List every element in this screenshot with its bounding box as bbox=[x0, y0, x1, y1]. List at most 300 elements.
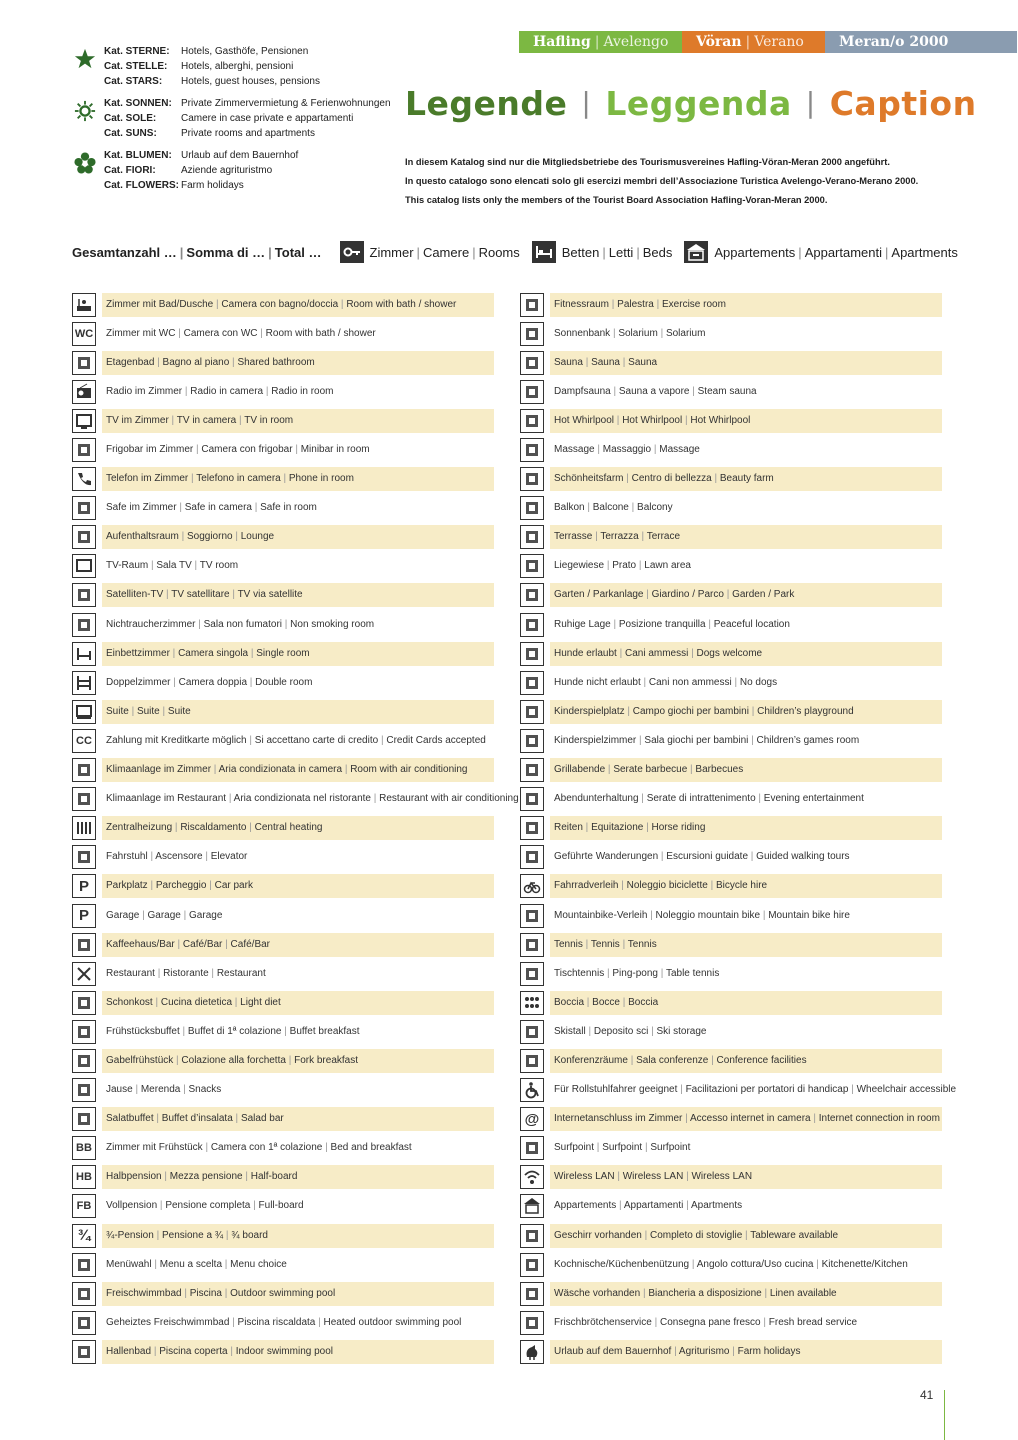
legend-label-it: Balcone bbox=[592, 502, 629, 514]
icon-glyph: BB bbox=[76, 1142, 92, 1155]
left-legend-row bbox=[72, 1163, 494, 1192]
legend-label-it: Buffet d’insalata bbox=[161, 1113, 233, 1125]
shared-bathroom-icon bbox=[72, 351, 96, 375]
legend-text: Hot Whirlpool | Hot Whirlpool | Hot Whirlpool bbox=[550, 409, 942, 433]
totals-rooms: Zimmer | Camere | Rooms bbox=[340, 241, 520, 263]
legend-text: Dampfsauna | Sauna a vapore | Steam sauna bbox=[554, 385, 757, 397]
heating-icon bbox=[72, 816, 96, 840]
legend-label-en: Credit Cards accepted bbox=[386, 734, 486, 746]
legend-label-it: Serate barbecue bbox=[613, 764, 688, 776]
legend-label-de: Sauna bbox=[554, 356, 583, 368]
right-legend-row bbox=[520, 639, 942, 668]
bed-breakfast-icon bbox=[72, 1136, 96, 1160]
tv-icon bbox=[72, 409, 96, 433]
totals-row bbox=[72, 237, 958, 267]
legend-text: Geheiztes Freischwimmbad | Piscina riscaldata | Heated outdoor swimming pool bbox=[106, 1316, 462, 1328]
legend-text: Liegewiese | Prato | Lawn area bbox=[554, 560, 691, 572]
minibar-icon bbox=[72, 438, 96, 462]
legend-label-de: Doppelzimmer bbox=[106, 676, 171, 688]
legend-label-en: Exercise room bbox=[662, 298, 726, 310]
legend-text: Klimaanlage im Restaurant | Aria condizionata nel ristorante | Restaurant with air conditioning bbox=[106, 793, 519, 805]
legend-label-en: Boccia bbox=[628, 996, 659, 1008]
legend-label-en: Safe in room bbox=[260, 502, 317, 514]
right-legend-row bbox=[520, 1076, 957, 1105]
category-value: Private rooms and apartments bbox=[181, 128, 315, 139]
legend-label-de: Schonkost bbox=[106, 996, 153, 1008]
legend-label-en: Barbecues bbox=[695, 764, 744, 776]
right-legend-row bbox=[520, 726, 942, 755]
left-legend-row bbox=[72, 988, 494, 1017]
legend-label-de: Aufenthaltsraum bbox=[106, 531, 179, 543]
legend-label-it: Camera con frigobar bbox=[201, 444, 293, 456]
parking-icon bbox=[72, 874, 96, 898]
right-legend-row bbox=[520, 290, 942, 319]
legend-text: Zimmer mit Bad/Dusche | Camera con bagno/doccia | Room with bath / shower bbox=[102, 293, 494, 317]
legend-text: Kinderspielzimmer | Sala giochi per bambini | Children’s games room bbox=[554, 734, 860, 746]
legend-label-en: Peaceful location bbox=[713, 618, 790, 630]
legend-label-de: Zimmer mit Bad/Dusche bbox=[106, 298, 214, 310]
right-legend-row bbox=[520, 814, 942, 843]
radio-icon bbox=[72, 380, 96, 404]
peaceful-location-icon bbox=[520, 613, 544, 637]
legend-label-it: Si accettano carte di credito bbox=[254, 734, 379, 746]
category-key: Cat. STELLE: bbox=[104, 61, 168, 72]
category-key: Kat. SONNEN: bbox=[104, 98, 172, 109]
legend-text: Fitnessraum | Palestra | Exercise room bbox=[550, 293, 942, 317]
legend-label-de: Hunde nicht erlaubt bbox=[554, 676, 641, 688]
legend-label-en: Horse riding bbox=[651, 822, 706, 834]
legend-label-de: Konferenzräume bbox=[554, 1054, 628, 1066]
right-legend-row bbox=[520, 1046, 942, 1075]
legend-label-it: Bagno al piano bbox=[162, 356, 230, 368]
fitness-icon bbox=[520, 293, 544, 317]
linen-icon bbox=[520, 1282, 544, 1306]
barbecue-icon bbox=[520, 758, 544, 782]
legend-text: Doppelzimmer | Camera doppia | Double room bbox=[106, 676, 313, 688]
legend-text: Etagenbad | Bagno al piano | Shared bathroom bbox=[102, 351, 494, 375]
left-legend-row bbox=[72, 377, 494, 406]
legend-label-de: Tennis bbox=[554, 938, 583, 950]
legend-text: Jause | Merenda | Snacks bbox=[106, 1084, 222, 1096]
lawn-icon bbox=[520, 554, 544, 578]
left-legend-row bbox=[72, 959, 494, 988]
legend-label-de: Geschirr vorhanden bbox=[554, 1229, 642, 1241]
legend-text: Tischtennis | Ping-pong | Table tennis bbox=[554, 967, 720, 979]
legend-label-it: Equitazione bbox=[591, 822, 644, 834]
legend-text: Gabelfrühstück | Colazione alla forchetta | Fork breakfast bbox=[102, 1049, 494, 1073]
legend-label-de: Klimaanlage im Zimmer bbox=[106, 764, 212, 776]
intro-de: In diesem Katalog sind nur die Mitgliedsbetriebe des Tourismusvereines Hafling-Vöran-Meran 2000 angeführt. bbox=[405, 157, 890, 167]
left-legend-row bbox=[72, 406, 494, 435]
entertainment-icon bbox=[520, 787, 544, 811]
legend-label-it: TV satellitare bbox=[171, 589, 230, 601]
legend-label-it: Ristorante bbox=[163, 967, 209, 979]
legend-text: Zentralheizung | Riscaldamento | Central heating bbox=[102, 816, 494, 840]
left-legend-row bbox=[72, 348, 494, 377]
intro-en: This catalog lists only the members of the Tourist Board Association Hafling-Voran-Meran 2000. bbox=[405, 195, 828, 205]
legend-text: Freischwimmbad | Piscina | Outdoor swimming pool bbox=[102, 1282, 494, 1306]
legend-label-it: Radio in camera bbox=[190, 385, 264, 397]
legend-label-en: TV in room bbox=[244, 414, 294, 426]
legend-label-en: Surfpoint bbox=[650, 1142, 691, 1154]
wheelchair-icon bbox=[520, 1078, 544, 1102]
legend-label-it: Parcheggio bbox=[155, 880, 207, 892]
legend-label-en: Tableware available bbox=[750, 1229, 839, 1241]
legend-label-en: Evening entertainment bbox=[763, 793, 864, 805]
bed-icon bbox=[532, 241, 556, 263]
legend-label-it: Hot Whirlpool bbox=[622, 414, 683, 426]
legend-text: Safe im Zimmer | Safe in camera | Safe in room bbox=[106, 502, 317, 514]
double-bed-icon bbox=[72, 671, 96, 695]
totals-apartments: Appartements | Appartamenti | Apartments bbox=[684, 241, 958, 263]
right-legend-row bbox=[520, 959, 942, 988]
legend-label-de: Hunde erlaubt bbox=[554, 647, 617, 659]
surfpoint-icon bbox=[520, 1136, 544, 1160]
left-legend-row bbox=[72, 1105, 494, 1134]
legend-label-de: Frühstücksbuffet bbox=[106, 1025, 180, 1037]
legend-text: Garten / Parkanlage | Giardino / Parco | Garden / Park bbox=[550, 583, 942, 607]
legend-label-de: Parkplatz bbox=[106, 880, 148, 892]
legend-label-de: Schönheitsfarm bbox=[554, 473, 624, 485]
legend-label-de: Zentralheizung bbox=[106, 822, 173, 834]
legend-label-it: Massaggio bbox=[602, 444, 652, 456]
right-legend-row bbox=[520, 843, 942, 872]
legend-label-en: Café/Bar bbox=[230, 938, 271, 950]
legend-label-en: Dogs welcome bbox=[696, 647, 763, 659]
legend-label-it: Café/Bar bbox=[182, 938, 223, 950]
terrace-icon bbox=[520, 525, 544, 549]
legend-label-it: Aria condizionata nel ristorante bbox=[233, 793, 371, 805]
legend-label-de: Restaurant bbox=[106, 967, 155, 979]
legend-label-en: TV room bbox=[199, 560, 239, 572]
legend-label-it: Surfpoint bbox=[602, 1142, 643, 1154]
legend-label-en: Terrace bbox=[646, 531, 681, 543]
legend-label-en: Garden / Park bbox=[732, 589, 795, 601]
title-de: Legende bbox=[405, 84, 568, 123]
left-legend-row bbox=[72, 697, 494, 726]
legend-label-en: Balcony bbox=[637, 502, 673, 514]
legend-label-en: Garage bbox=[189, 909, 223, 921]
icon-glyph: CC bbox=[76, 734, 92, 747]
left-legend-row bbox=[72, 668, 494, 697]
legend-text: Geschirr vorhanden | Completo di stoviglie | Tableware available bbox=[550, 1224, 942, 1248]
legend-label-it: Camera doppia bbox=[178, 676, 247, 688]
legend-label-en: Central heating bbox=[254, 822, 323, 834]
legend-text: Skistall | Deposito sci | Ski storage bbox=[554, 1025, 707, 1037]
title-en: Caption bbox=[829, 84, 977, 123]
legend-label-en: Room with bath / shower bbox=[265, 327, 376, 339]
category-value: Farm holidays bbox=[181, 180, 244, 191]
legend-label-de: Kochnische/Küchenbenützung bbox=[554, 1258, 690, 1270]
right-legend-row bbox=[520, 930, 942, 959]
legend-label-en: Fresh bread service bbox=[768, 1316, 858, 1328]
legend-text: Suite | Suite | Suite bbox=[102, 700, 494, 724]
legend-label-de: Internetanschluss im Zimmer bbox=[554, 1113, 683, 1125]
garage-icon bbox=[72, 904, 96, 928]
category-value: Urlaub auf dem Bauernhof bbox=[181, 150, 299, 161]
left-legend-row bbox=[72, 1076, 494, 1105]
legend-label-en: Hot Whirlpool bbox=[690, 414, 751, 426]
safe-icon bbox=[72, 496, 96, 520]
legend-label-it: Agriturismo bbox=[678, 1345, 730, 1357]
legend-text: Telefon im Zimmer | Telefono in camera | Phone in room bbox=[102, 467, 494, 491]
tableware-icon bbox=[520, 1224, 544, 1248]
legend-label-en: Snacks bbox=[188, 1084, 222, 1096]
legend-label-en: Room with bath / shower bbox=[346, 298, 457, 310]
legend-label-it: Completo di stoviglie bbox=[649, 1229, 743, 1241]
legend-label-en: Restaurant with air conditioning bbox=[379, 793, 519, 805]
mountain-bike-icon bbox=[520, 904, 544, 928]
legend-label-de: Mountainbike-Verleih bbox=[554, 909, 648, 921]
legend-label-de: Suite bbox=[106, 705, 129, 717]
legend-text: Satelliten-TV | TV satellitare | TV via satellite bbox=[102, 583, 494, 607]
credit-card-icon bbox=[72, 729, 96, 753]
legend-label-de: Etagenbad bbox=[106, 356, 155, 368]
legend-text: Surfpoint | Surfpoint | Surfpoint bbox=[554, 1142, 691, 1154]
legend-label-en: Phone in room bbox=[288, 473, 354, 485]
solarium-icon bbox=[520, 322, 544, 346]
light-diet-icon bbox=[72, 991, 96, 1015]
lounge-icon bbox=[72, 525, 96, 549]
right-legend-row bbox=[520, 1017, 942, 1046]
right-legend-row bbox=[520, 377, 942, 406]
icon-glyph: P bbox=[78, 907, 89, 925]
legend-text: Konferenzräume | Sala conferenze | Conference facilities bbox=[550, 1049, 942, 1073]
legend-label-de: Salatbuffet bbox=[106, 1113, 154, 1125]
category-key: Cat. FLOWERS: bbox=[104, 180, 179, 191]
tennis-icon bbox=[520, 933, 544, 957]
legend-label-de: Garten / Parkanlage bbox=[554, 589, 644, 601]
legend-text: Kaffeehaus/Bar | Café/Bar | Café/Bar bbox=[102, 933, 494, 957]
legend-label-it: Deposito sci bbox=[593, 1025, 649, 1037]
indoor-pool-icon bbox=[72, 1340, 96, 1364]
region-tabs bbox=[519, 31, 1017, 53]
legend-label-de: Grillabende bbox=[554, 764, 606, 776]
legend-label-de: Dampfsauna bbox=[554, 385, 611, 397]
legend-label-de: Garage bbox=[106, 909, 140, 921]
left-legend-row bbox=[72, 523, 494, 552]
icon-glyph: FB bbox=[76, 1200, 92, 1213]
legend-label-en: Room with air conditioning bbox=[350, 764, 468, 776]
legend-label-it: Sala TV bbox=[156, 560, 192, 572]
legend-label-de: Klimaanlage im Restaurant bbox=[106, 793, 227, 805]
kitchenette-icon bbox=[520, 1253, 544, 1277]
dogs-welcome-icon bbox=[520, 642, 544, 666]
apartments-icon bbox=[520, 1194, 544, 1218]
three-quarter-board-icon bbox=[72, 1224, 96, 1248]
legend-label-de: Kinderspielplatz bbox=[554, 705, 625, 717]
snacks-icon bbox=[72, 1078, 96, 1102]
right-legend-row bbox=[520, 1250, 942, 1279]
legend-label-it: Campo giochi per bambini bbox=[632, 705, 749, 717]
legend-label-en: Single room bbox=[256, 647, 310, 659]
legend-label-de: Radio im Zimmer bbox=[106, 385, 183, 397]
legend-right-column bbox=[520, 290, 957, 1366]
legend-label-en: Wheelchair accessible bbox=[856, 1084, 957, 1096]
legend-label-it: TV in camera bbox=[176, 414, 237, 426]
legend-text: Zimmer mit WC | Camera con WC | Room with bath / shower bbox=[106, 327, 376, 339]
legend-label-it: Menu a scelta bbox=[159, 1258, 223, 1270]
legend-label-en: Internet connection in room bbox=[818, 1113, 940, 1125]
legend-label-en: Radio in room bbox=[271, 385, 334, 397]
internet-icon bbox=[520, 1107, 544, 1131]
icon-glyph: P bbox=[78, 877, 89, 895]
icon-glyph: HB bbox=[76, 1171, 92, 1184]
legend-label-it: Piscina coperta bbox=[159, 1345, 228, 1357]
right-legend-row bbox=[520, 1308, 942, 1337]
legend-label-en: Children’s games room bbox=[756, 734, 860, 746]
left-legend-row bbox=[72, 1308, 494, 1337]
legend-label-en: TV via satellite bbox=[237, 589, 303, 601]
category-value: Hotels, Gasthöfe, Pensionen bbox=[181, 46, 309, 57]
bicycle-icon bbox=[520, 874, 544, 898]
legend-text: Sonnenbank | Solarium | Solarium bbox=[554, 327, 706, 339]
left-legend-row bbox=[72, 814, 494, 843]
legend-text: Terrasse | Terrazza | Terrace bbox=[550, 525, 942, 549]
legend-label-it: Escursioni guidate bbox=[666, 851, 749, 863]
restaurant-icon bbox=[72, 962, 96, 986]
legend-text: Radio im Zimmer | Radio in camera | Radio in room bbox=[106, 385, 334, 397]
legend-label-de: Geheiztes Freischwimmbad bbox=[106, 1316, 230, 1328]
legend-label-en: Solarium bbox=[665, 327, 706, 339]
legend-text: ¾-Pension | Pensione a ¾ | ¾ board bbox=[102, 1224, 494, 1248]
category-key: Cat. SOLE: bbox=[104, 113, 157, 124]
legend-label-de: TV-Raum bbox=[106, 560, 149, 572]
sauna-icon bbox=[520, 351, 544, 375]
legend-label-it: Cani ammessi bbox=[624, 647, 689, 659]
legend-text: Zahlung mit Kreditkarte möglich | Si accettano carte di credito | Credit Cards accepted bbox=[106, 734, 486, 746]
sun-icon bbox=[72, 98, 98, 124]
legend-label-en: Lounge bbox=[240, 531, 275, 543]
right-legend-row bbox=[520, 1279, 942, 1308]
left-legend-row bbox=[72, 552, 494, 581]
legend-label-it: Prato bbox=[612, 560, 637, 572]
legend-label-it: Terrazza bbox=[600, 531, 639, 543]
right-legend-row bbox=[520, 552, 942, 581]
ski-storage-icon bbox=[520, 1020, 544, 1044]
legend-text: Frischbrötchenservice | Consegna pane fresco | Fresh bread service bbox=[554, 1316, 858, 1328]
legend-label-it: Ascensore bbox=[155, 851, 203, 863]
legend-label-de: Surfpoint bbox=[554, 1142, 595, 1154]
legend-label-en: Conference facilities bbox=[716, 1054, 807, 1066]
page-number: 41 bbox=[920, 1388, 934, 1402]
legend-label-en: Steam sauna bbox=[697, 385, 757, 397]
legend-label-de: Urlaub auf dem Bauernhof bbox=[554, 1345, 672, 1357]
icon-glyph: ¾ bbox=[77, 1227, 91, 1245]
satellite-icon bbox=[72, 583, 96, 607]
fork-breakfast-icon bbox=[72, 1049, 96, 1073]
legend-label-it: Colazione alla forchetta bbox=[181, 1054, 286, 1066]
legend-label-en: Suite bbox=[167, 705, 191, 717]
right-legend-row bbox=[520, 1105, 942, 1134]
legend-label-de: Kinderspielzimmer bbox=[554, 734, 637, 746]
left-legend-row bbox=[72, 1192, 494, 1221]
flower-icon bbox=[72, 150, 98, 176]
left-legend-row bbox=[72, 1017, 494, 1046]
legend-label-it: Sala non fumatori bbox=[203, 618, 283, 630]
legend-label-de: Tischtennis bbox=[554, 967, 605, 979]
elevator-icon bbox=[72, 845, 96, 869]
legend-text: Abendunterhaltung | Serate di intrattenimento | Evening entertainment bbox=[554, 793, 864, 805]
legend-label-de: Freischwimmbad bbox=[106, 1287, 182, 1299]
legend-text: TV-Raum | Sala TV | TV room bbox=[106, 560, 239, 572]
legend-label-de: Frigobar im Zimmer bbox=[106, 444, 194, 456]
phone-icon bbox=[72, 467, 96, 491]
legend-label-it: Suite bbox=[136, 705, 160, 717]
legend-label-it: Piscina bbox=[189, 1287, 222, 1299]
category-key: Kat. BLUMEN: bbox=[104, 150, 172, 161]
single-bed-icon bbox=[72, 642, 96, 666]
category-value: Camere in case private e appartamenti bbox=[181, 113, 354, 124]
salad-bar-icon bbox=[72, 1107, 96, 1131]
legend-label-en: Heated outdoor swimming pool bbox=[323, 1316, 462, 1328]
left-legend-row bbox=[72, 581, 494, 610]
legend-label-de: Frischbrötchenservice bbox=[554, 1316, 652, 1328]
legend-label-it: Cani non ammessi bbox=[648, 676, 732, 688]
legend-label-en: Bed and breakfast bbox=[330, 1142, 412, 1154]
left-legend-row bbox=[72, 785, 519, 814]
legend-label-de: Gabelfrühstück bbox=[106, 1054, 174, 1066]
legend-label-en: Buffet breakfast bbox=[289, 1025, 360, 1037]
steam-sauna-icon bbox=[520, 380, 544, 404]
page-title: Legende | Leggenda | Caption bbox=[405, 84, 977, 123]
legend-text: Garage | Garage | Garage bbox=[106, 909, 223, 921]
left-legend-row bbox=[72, 1250, 494, 1279]
legend-label-de: Appartements bbox=[554, 1200, 617, 1212]
legend-text: Balkon | Balcone | Balcony bbox=[554, 502, 673, 514]
left-legend-row bbox=[72, 319, 494, 348]
legend-label-it: Aria condizionata in camera bbox=[218, 764, 343, 776]
legend-label-it: Giardino / Parco bbox=[651, 589, 724, 601]
suite-icon bbox=[72, 700, 96, 724]
bath-shower-icon bbox=[72, 293, 96, 317]
legend-label-it: Facilitazioni per portatori di handicap bbox=[685, 1084, 849, 1096]
category-key: Cat. FIORI: bbox=[104, 165, 156, 176]
legend-label-de: Jause bbox=[106, 1084, 133, 1096]
air-conditioning-icon bbox=[72, 758, 96, 782]
intro-text bbox=[405, 153, 965, 210]
right-legend-row bbox=[520, 872, 942, 901]
legend-text: Für Rollstuhlfahrer geeignet | Facilitazioni per portatori di handicap | Wheelchair accessible bbox=[554, 1084, 957, 1096]
legend-text: Klimaanlage im Zimmer | Aria condizionata in camera | Room with air conditioning bbox=[102, 758, 494, 782]
totals-lead: Gesamtanzahl … | Somma di … | Total … bbox=[72, 244, 322, 260]
totals-beds: Betten | Letti | Beds bbox=[532, 241, 673, 263]
legend-label-it: Pensione a ¾ bbox=[161, 1229, 224, 1241]
legend-label-en: Farm holidays bbox=[737, 1345, 801, 1357]
legend-text: Geführte Wanderungen | Escursioni guidate | Guided walking tours bbox=[554, 851, 850, 863]
legend-label-it: Serate di intrattenimento bbox=[646, 793, 756, 805]
legend-text: Einbettzimmer | Camera singola | Single room bbox=[102, 642, 494, 666]
guided-walks-icon bbox=[520, 845, 544, 869]
right-legend-row bbox=[520, 610, 942, 639]
legend-label-it: Safe in camera bbox=[184, 502, 252, 514]
garden-icon bbox=[520, 583, 544, 607]
category-value: Hotels, alberghi, pensioni bbox=[181, 61, 294, 72]
legend-label-de: Skistall bbox=[554, 1025, 586, 1037]
category-list bbox=[72, 44, 402, 200]
right-legend-row bbox=[520, 348, 942, 377]
legend-label-de: TV im Zimmer bbox=[106, 414, 169, 426]
left-legend-row bbox=[72, 1046, 494, 1075]
legend-label-it: Pensione completa bbox=[165, 1200, 251, 1212]
legend-label-de: Liegewiese bbox=[554, 560, 605, 572]
apartment-icon bbox=[684, 241, 708, 263]
legend-label-en: Elevator bbox=[210, 851, 248, 863]
legend-text: Aufenthaltsraum | Soggiorno | Lounge bbox=[102, 525, 494, 549]
legend-label-de: Ruhige Lage bbox=[554, 618, 611, 630]
legend-label-de: Terrasse bbox=[554, 531, 593, 543]
legend-text: Fahrstuhl | Ascensore | Elevator bbox=[106, 851, 248, 863]
